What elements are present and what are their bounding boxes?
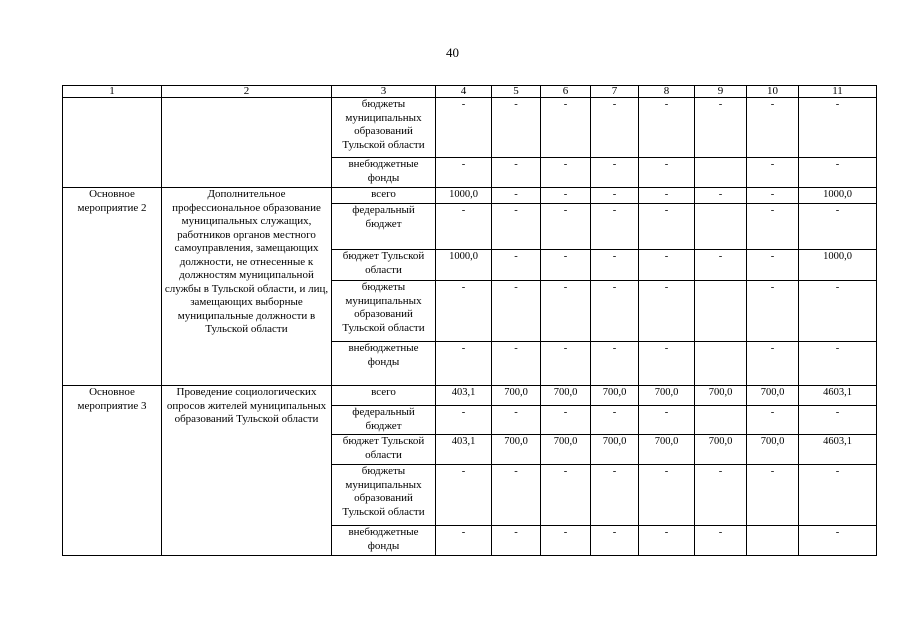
value-cell [695,281,747,342]
value-cell [695,204,747,250]
value-cell: - [799,342,877,386]
value-cell [695,342,747,386]
funding-source-cell: внебюджетные фонды [332,158,436,188]
header-row [63,86,877,98]
page-number: 40 [446,45,459,60]
table-row [63,98,877,158]
value-cell: - [591,204,639,250]
value-cell: 700,0 [492,386,541,406]
value-cell: - [492,406,541,435]
value-cell: - [541,98,591,158]
value-cell: 4603,1 [799,386,877,406]
value-cell: - [541,158,591,188]
value-cell: - [492,188,541,204]
value-cell: - [492,465,541,526]
funding-source-cell: бюджет Тульской области [332,435,436,465]
value-cell: - [639,342,695,386]
funding-source-cell: федеральный бюджет [332,406,436,435]
value-cell: 700,0 [747,386,799,406]
value-cell: 700,0 [639,386,695,406]
column-header: 4 [436,86,492,98]
event-description-cell: Проведение социологических опросов жителей муниципальных образований Тульской области [162,386,332,556]
value-cell: - [591,526,639,556]
value-cell: - [591,158,639,188]
value-cell: 1000,0 [436,188,492,204]
value-cell [695,158,747,188]
value-cell: - [799,158,877,188]
column-header: 5 [492,86,541,98]
value-cell: - [591,465,639,526]
value-cell: - [436,406,492,435]
event-description-cell [162,98,332,188]
value-cell: - [541,204,591,250]
column-header: 2 [162,86,332,98]
value-cell: - [492,342,541,386]
column-header: 10 [747,86,799,98]
event-name-cell: Основное мероприятие 3 [63,386,162,556]
value-cell: - [541,342,591,386]
column-header: 6 [541,86,591,98]
value-cell: - [639,188,695,204]
value-cell: - [492,281,541,342]
event-description-cell: Дополнительное профессиональное образование муниципальных служащих, работников органов местного самоуправления, замещающих должности, не отнесенные к должностям муниципальной службы в Тульской области, и лиц, замещающих выборные муниципальные должности в Тульской области [162,188,332,386]
value-cell: - [591,342,639,386]
funding-source-cell: внебюджетные фонды [332,342,436,386]
column-header: 1 [63,86,162,98]
value-cell: 1000,0 [799,250,877,281]
value-cell: - [799,98,877,158]
value-cell: - [747,204,799,250]
value-cell: - [639,158,695,188]
value-cell: 403,1 [436,435,492,465]
value-cell: - [492,98,541,158]
value-cell: - [639,281,695,342]
value-cell: - [695,465,747,526]
funding-source-cell: бюджет Тульской области [332,250,436,281]
value-cell: 700,0 [591,435,639,465]
value-cell: - [591,98,639,158]
value-cell: 700,0 [541,386,591,406]
value-cell: 700,0 [492,435,541,465]
value-cell: - [799,204,877,250]
value-cell: - [541,281,591,342]
value-cell: - [541,526,591,556]
value-cell: 700,0 [695,386,747,406]
value-cell: - [541,465,591,526]
value-cell: - [591,406,639,435]
value-cell [695,406,747,435]
column-header: 8 [639,86,695,98]
value-cell: - [436,465,492,526]
event-name-cell: Основное мероприятие 2 [63,188,162,386]
funding-source-cell: всего [332,188,436,204]
value-cell: - [541,188,591,204]
value-cell: 4603,1 [799,435,877,465]
value-cell: - [436,98,492,158]
value-cell: - [541,250,591,281]
value-cell: - [639,406,695,435]
value-cell: - [639,98,695,158]
table-row [63,188,877,204]
value-cell: - [799,526,877,556]
value-cell: - [799,406,877,435]
value-cell: - [747,342,799,386]
value-cell: - [436,281,492,342]
value-cell: - [492,204,541,250]
value-cell: - [747,98,799,158]
value-cell: - [436,158,492,188]
value-cell: 700,0 [591,386,639,406]
value-cell: - [492,250,541,281]
column-header: 9 [695,86,747,98]
funding-source-cell: бюджеты муниципальных образований Тульской области [332,281,436,342]
value-cell: - [591,281,639,342]
value-cell: 700,0 [747,435,799,465]
column-header: 3 [332,86,436,98]
value-cell: - [799,465,877,526]
value-cell: 700,0 [695,435,747,465]
value-cell: - [695,526,747,556]
value-cell: - [695,188,747,204]
value-cell: - [639,526,695,556]
value-cell: 700,0 [541,435,591,465]
value-cell: - [639,465,695,526]
funding-source-cell: всего [332,386,436,406]
value-cell: - [747,465,799,526]
value-cell: - [436,342,492,386]
value-cell: - [747,188,799,204]
value-cell: - [492,158,541,188]
value-cell: - [639,204,695,250]
value-cell: 1000,0 [436,250,492,281]
value-cell: - [639,250,695,281]
value-cell: - [591,250,639,281]
value-cell: - [436,526,492,556]
funding-source-cell: федеральный бюджет [332,204,436,250]
event-name-cell [63,98,162,188]
column-header: 7 [591,86,639,98]
value-cell: - [747,406,799,435]
value-cell: - [436,204,492,250]
value-cell: 1000,0 [799,188,877,204]
value-cell: - [747,158,799,188]
column-header: 11 [799,86,877,98]
funding-source-cell: бюджеты муниципальных образований Тульской области [332,98,436,158]
value-cell: 700,0 [639,435,695,465]
budget-table [62,85,877,556]
table-row [63,386,877,406]
funding-source-cell: бюджеты муниципальных образований Тульской области [332,465,436,526]
value-cell: - [747,250,799,281]
value-cell: - [695,250,747,281]
value-cell: - [591,188,639,204]
value-cell [747,526,799,556]
value-cell: - [541,406,591,435]
value-cell: - [747,281,799,342]
value-cell: - [492,526,541,556]
funding-source-cell: внебюджетные фонды [332,526,436,556]
value-cell: - [695,98,747,158]
value-cell: 403,1 [436,386,492,406]
value-cell: - [799,281,877,342]
